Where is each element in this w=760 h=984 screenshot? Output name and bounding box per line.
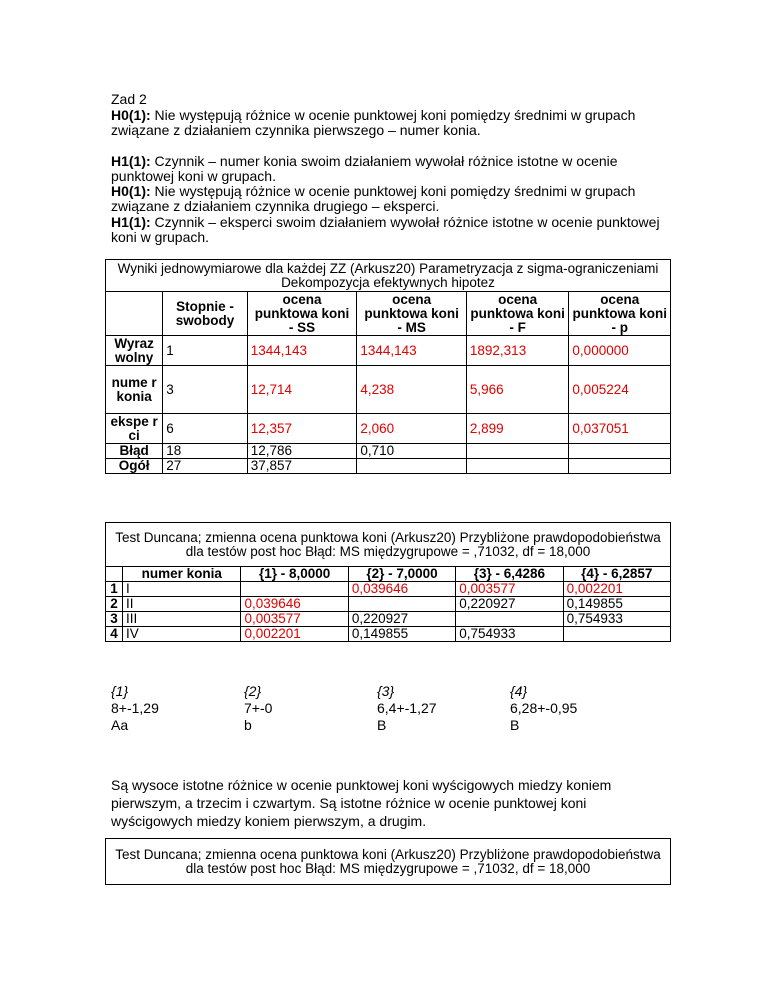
hypothesis-label: H1(1): [111, 153, 151, 169]
df-cell: 3 [163, 366, 247, 414]
p-cell: 0,003577 [241, 612, 348, 627]
row-number: 2 [106, 597, 123, 612]
duncan-table [105, 522, 671, 642]
f-cell: 1892,313 [466, 336, 569, 366]
group-mean: 6,28+-0,95 [510, 700, 578, 716]
p-cell [241, 582, 348, 597]
ss-cell: 1344,143 [247, 336, 357, 366]
group-column [510, 683, 630, 734]
p-cell: 0,039646 [241, 597, 348, 612]
row-label: nume r konia [106, 366, 163, 414]
duncan-header-name: numer konia [123, 567, 241, 582]
p-cell: 0,000000 [569, 336, 671, 366]
duncan-table-2 [105, 838, 671, 885]
anova-caption: Wyniki jednowymiarowe dla każdej ZZ (Arkusz20) Parametryzacja z sigma-ograniczeniami Dekompozycja efektywnych hipotez [106, 260, 671, 292]
row-number: 1 [106, 582, 123, 597]
group-column [377, 683, 497, 734]
group-column [244, 683, 364, 734]
p-cell: 0,754933 [456, 627, 563, 642]
hypothesis-text: Czynnik – eksperci swoim działaniem wywołał różnice istotne w ocenie punktowej koni w grupach. [111, 214, 660, 245]
p-cell: 0,149855 [563, 597, 670, 612]
p-cell: 0,003577 [456, 582, 563, 597]
ss-cell: 37,857 [247, 459, 357, 474]
f-cell: 5,966 [466, 366, 569, 414]
p-cell: 0,149855 [348, 627, 455, 642]
p-cell [348, 597, 455, 612]
ss-cell: 12,357 [247, 414, 357, 444]
hypothesis-text: Nie występują różnice w ocenie punktowej koni pomiędzy średnimi w grupach związane z działaniem czynnika drugiego – eksperci. [111, 183, 636, 214]
group-mean: 6,4+-1,27 [377, 700, 437, 716]
duncan-caption: Test Duncana; zmienna ocena punktowa koni (Arkusz20) Przybliżone prawdopodobieństwa dla testów post hoc Błąd: MS międzygrupowe = ,71032, df = 18,000 [106, 523, 671, 567]
p-cell [569, 459, 671, 474]
anova-header-p: ocena punktowa koni - p [569, 292, 671, 336]
row-number: 4 [106, 627, 123, 642]
group-id: {2} [244, 683, 262, 699]
table-row [106, 336, 671, 366]
hypothesis-h0-2 [111, 184, 671, 214]
duncan-header-3: {3} - 6,4286 [456, 567, 563, 582]
hypothesis-h0-1 [111, 108, 671, 138]
p-cell: 0,220927 [456, 597, 563, 612]
row-label: Błąd [106, 444, 163, 459]
horse-name: I [123, 582, 241, 597]
table-row [106, 444, 671, 459]
ss-cell: 12,714 [247, 366, 357, 414]
df-cell: 27 [163, 459, 247, 474]
table-row [106, 459, 671, 474]
df-cell: 18 [163, 444, 247, 459]
group-id: {1} [111, 683, 129, 699]
p-cell: 0,002201 [241, 627, 348, 642]
hypothesis-label: H0(1): [111, 107, 151, 123]
f-cell [466, 444, 569, 459]
group-letter: B [510, 717, 520, 733]
duncan-header-1: {1} - 8,0000 [241, 567, 348, 582]
f-cell: 2,899 [466, 414, 569, 444]
group-mean: 8+-1,29 [111, 700, 159, 716]
p-cell: 0,005224 [569, 366, 671, 414]
p-cell: 0,220927 [348, 612, 455, 627]
horse-name: IV [123, 627, 241, 642]
group-letter: b [244, 717, 252, 733]
anova-corner-cell [106, 292, 163, 336]
ms-cell: 0,710 [357, 444, 467, 459]
duncan-header-4: {4} - 6,2857 [563, 567, 670, 582]
table-row [106, 597, 671, 612]
row-number: 3 [106, 612, 123, 627]
duncan-header-2: {2} - 7,0000 [348, 567, 455, 582]
row-label: ekspe rci [106, 414, 163, 444]
anova-table [105, 259, 671, 474]
hypothesis-text: Nie występują różnice w ocenie punktowej koni pomiędzy średnimi w grupach związane z działaniem czynnika pierwszego – numer konia. [111, 107, 636, 138]
hypothesis-label: H1(1): [111, 214, 151, 230]
p-cell [569, 444, 671, 459]
p-cell: 0,754933 [563, 612, 670, 627]
row-label: Wyraz wolny [106, 336, 163, 366]
row-label: Ogół [106, 459, 163, 474]
p-cell: 0,039646 [348, 582, 455, 597]
task-heading: Zad 2 [111, 91, 147, 107]
anova-header-df: Stopnie - swobody [163, 292, 247, 336]
ms-cell: 1344,143 [357, 336, 467, 366]
conclusion-text: Są wysoce istotne różnice w ocenie punktowej koni wyścigowych miedzy koniem pierwszym, a trzecim i czwartym. Są istotne różnice w ocenie punktowej koni wyścigowych miedzy koniem pierwszym, a drugim. [111, 777, 612, 829]
group-id: {4} [510, 683, 528, 699]
group-mean: 7+-0 [244, 700, 273, 716]
df-cell: 6 [163, 414, 247, 444]
table-row [106, 627, 671, 642]
duncan2-caption: Test Duncana; zmienna ocena punktowa koni (Arkusz20) Przybliżone prawdopodobieństwa dla testów post hoc Błąd: MS międzygrupowe = ,71032, df = 18,000 [106, 839, 671, 885]
p-cell [456, 612, 563, 627]
hypothesis-h1-1 [111, 154, 671, 184]
duncan-corner-cell [106, 567, 123, 582]
anova-header-ms: ocena punktowa koni - MS [357, 292, 467, 336]
ms-cell [357, 459, 467, 474]
group-column [111, 683, 231, 734]
hypothesis-h1-2 [111, 215, 671, 245]
hypothesis-label: H0(1): [111, 183, 151, 199]
group-letter: B [377, 717, 387, 733]
group-id: {3} [377, 683, 395, 699]
table-row [106, 414, 671, 444]
table-row [106, 582, 671, 597]
group-letter: Aa [111, 717, 129, 733]
p-cell: 0,037051 [569, 414, 671, 444]
p-cell [563, 627, 670, 642]
ss-cell: 12,786 [247, 444, 357, 459]
anova-header-f: ocena punktowa koni - F [466, 292, 569, 336]
df-cell: 1 [163, 336, 247, 366]
table-row [106, 366, 671, 414]
anova-header-ss: ocena punktowa koni - SS [247, 292, 357, 336]
ms-cell: 2,060 [357, 414, 467, 444]
horse-name: II [123, 597, 241, 612]
p-cell: 0,002201 [563, 582, 670, 597]
table-row [106, 612, 671, 627]
horse-name: III [123, 612, 241, 627]
hypothesis-text: Czynnik – numer konia swoim działaniem wywołał różnice istotne w ocenie punktowej koni w grupach. [111, 153, 618, 184]
f-cell [466, 459, 569, 474]
ms-cell: 4,238 [357, 366, 467, 414]
